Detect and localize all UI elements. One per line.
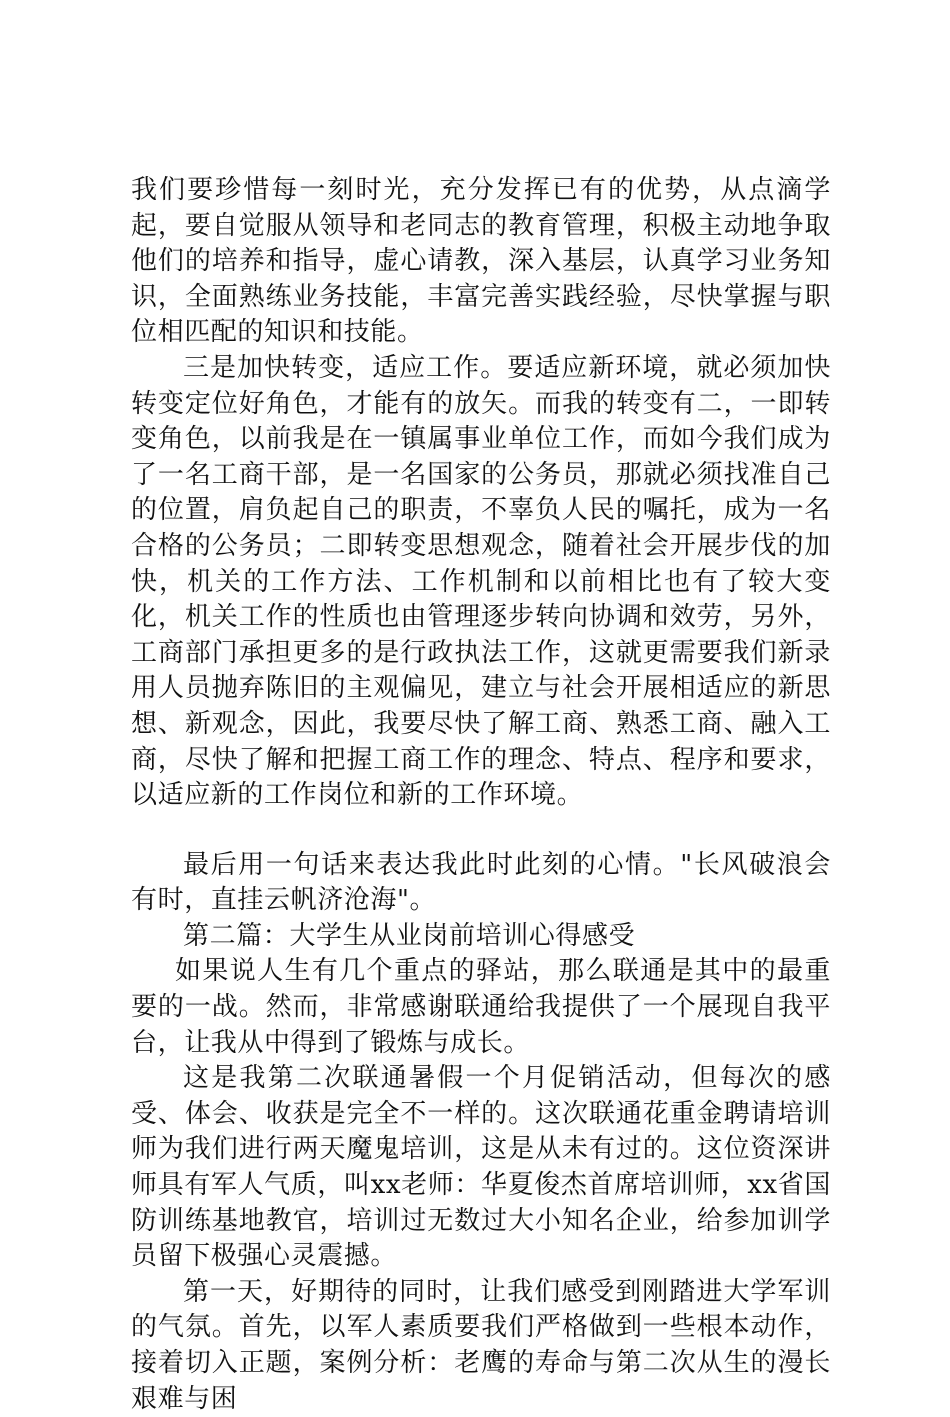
paragraph-training-description: 这是我第二次联通暑假一个月促销活动，但每次的感受、体会、收获是完全不一样的。这次联通花重金聘请培训师为我们进行两天魔鬼培训，这是从未有过的。这位资深讲师具有军人气质，叫xx老师：华夏俊杰首席培训师，xx省国防训练基地教官，培训过无数过大小知名企业，给参加训学员留下极强心灵震撼。 bbox=[131, 1063, 831, 1272]
paragraph-learning: 我们要珍惜每一刻时光，充分发挥已有的优势，从点滴学起，要自觉服从领导和老同志的教育管理，积极主动地争取他们的培养和指导，虚心请教，深入基层，认真学习业务知识，全面熟练业务技能，丰富完善实践经验，尽快掌握与职位相匹配的知识和技能。 bbox=[131, 175, 831, 348]
section-heading-part-two: 第二篇：大学生从业岗前培训心得感受 bbox=[183, 920, 636, 951]
paragraph-unicom-intro: 如果说人生有几个重点的驿站，那么联通是其中的最重要的一战。然而，非常感谢联通给我提供了一个展现自我平台，让我从中得到了锻炼与成长。 bbox=[131, 956, 831, 1058]
document-body bbox=[131, 173, 831, 1417]
paragraph-adapt-work: 三是加快转变，适应工作。要适应新环境，就必须加快转变定位好角色，才能有的放矢。而我的转变有二，一即转变角色，以前我是在一镇属事业单位工作，而如今我们成为了一名工商干部，是一名国家的公务员，那就必须找准自己的位置，肩负起自己的职责，不辜负人民的嘱托，成为一名合格的公务员；二即转变思想观念，随着社会开展步伐的加快，机关的工作方法、工作机制和以前相比也有了较大变化，机关工作的性质也由管理逐步转向协调和效劳，另外，工商部门承担更多的是行政执法工作，这就更需要我们新录用人员抛弃陈旧的主观偏见，建立与社会开展相适应的新思想、新观念，因此，我要尽快了解工商、熟悉工商、融入工商，尽快了解和把握工商工作的理念、特点、程序和要求，以适应新的工作岗位和新的工作环境。 bbox=[131, 352, 831, 811]
paragraph-closing-quote: 最后用一句话来表达我此时此刻的心情。"长风破浪会有时，直挂云帆济沧海"。 bbox=[131, 849, 831, 916]
paragraph-first-day: 第一天，好期待的同时，让我们感受到刚踏进大学军训的气氛。首先，以军人素质要我们严格做到一些根本动作，接着切入正题，案例分析：老鹰的寿命与第二次从生的漫长艰难与困 bbox=[131, 1276, 831, 1414]
